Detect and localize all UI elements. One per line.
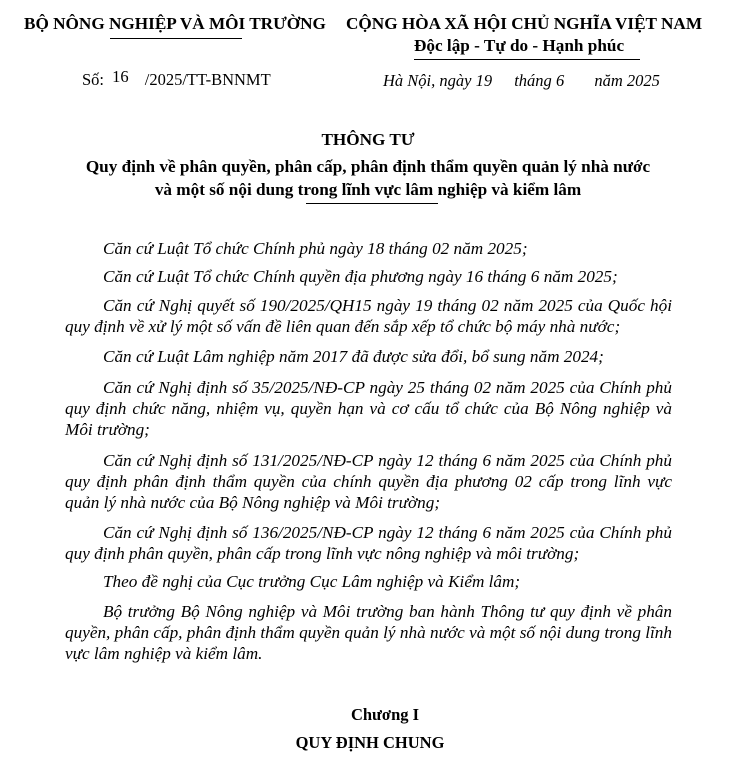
agency-underline	[110, 38, 242, 39]
place-date-prefix: Hà Nội, ngày	[383, 71, 472, 90]
preamble-paragraph: Căn cứ Nghị định số 35/2025/NĐ-CP ngày 25 tháng 02 năm 2025 của Chính phủ quy định chức năng, nhiệm vụ, quyền hạn và cơ cấu tổ chức của Bộ Nông nghiệp và Môi trường;	[65, 378, 672, 439]
number-value: 16	[112, 67, 129, 86]
subject-underline	[306, 203, 438, 204]
preamble-paragraph: Căn cứ Nghị định số 131/2025/NĐ-CP ngày 12 tháng 6 năm 2025 của Chính phủ quy định phân định thẩm quyền của chính quyền địa phương 02 cấp trong lĩnh vực quản lý nhà nước của Bộ Nông nghiệp và Môi trường;	[65, 451, 672, 512]
document-type: THÔNG TƯ	[321, 130, 415, 149]
number-suffix: /2025/TT-BNNMT	[144, 70, 271, 89]
preamble-paragraph: Căn cứ Nghị quyết số 190/2025/QH15 ngày 19 tháng 02 năm 2025 của Quốc hội quy định về xử lý một số vấn đề liên quan đến sắp xếp tổ chức bộ máy nhà nước;	[65, 296, 672, 336]
date-month: 6	[555, 71, 565, 90]
preamble-paragraph: Theo đề nghị của Cục trưởng Cục Lâm nghiệp và Kiểm lâm;	[103, 572, 521, 591]
number-label: Số:	[82, 70, 105, 89]
date-day: 19	[475, 71, 493, 90]
issuing-agency: BỘ NÔNG NGHIỆP VÀ MÔI TRƯỜNG	[24, 14, 326, 33]
document-subject-line-2: và một số nội dung trong lĩnh vực lâm nghiệp và kiểm lâm	[154, 180, 582, 199]
preamble-paragraph: Căn cứ Luật Lâm nghiệp năm 2017 đã được sửa đổi, bổ sung năm 2024;	[103, 347, 604, 366]
national-title: CỘNG HÒA XÃ HỘI CHỦ NGHĨA VIỆT NAM	[346, 14, 703, 33]
preamble-paragraph: Căn cứ Luật Tổ chức Chính quyền địa phương ngày 16 tháng 6 năm 2025;	[103, 267, 618, 286]
preamble-paragraph: Căn cứ Luật Tổ chức Chính phủ ngày 18 tháng 02 năm 2025;	[103, 239, 528, 258]
place-date	[383, 71, 660, 91]
preamble-paragraph: Căn cứ Nghị định số 136/2025/NĐ-CP ngày 12 tháng 6 năm 2025 của Chính phủ quy định phân quyền, phân cấp trong lĩnh vực nông nghiệp và môi trường;	[65, 523, 672, 563]
date-year: năm 2025	[594, 71, 660, 90]
preamble-paragraph: Bộ trưởng Bộ Nông nghiệp và Môi trường ban hành Thông tư quy định về phân quyền, phân cấp, phân định thẩm quyền quản lý nhà nước và một số nội dung trong lĩnh vực lâm nghiệp và kiểm lâm.	[65, 602, 672, 663]
chapter-number: Chương I	[350, 705, 420, 724]
national-motto: Độc lập - Tự do - Hạnh phúc	[414, 36, 625, 55]
document-number	[82, 67, 271, 90]
motto-underline	[414, 59, 640, 60]
date-month-label: tháng	[514, 71, 552, 90]
chapter-title: QUY ĐỊNH CHUNG	[295, 733, 445, 752]
document-subject-line-1: Quy định về phân quyền, phân cấp, phân định thẩm quyền quản lý nhà nước	[85, 157, 651, 176]
